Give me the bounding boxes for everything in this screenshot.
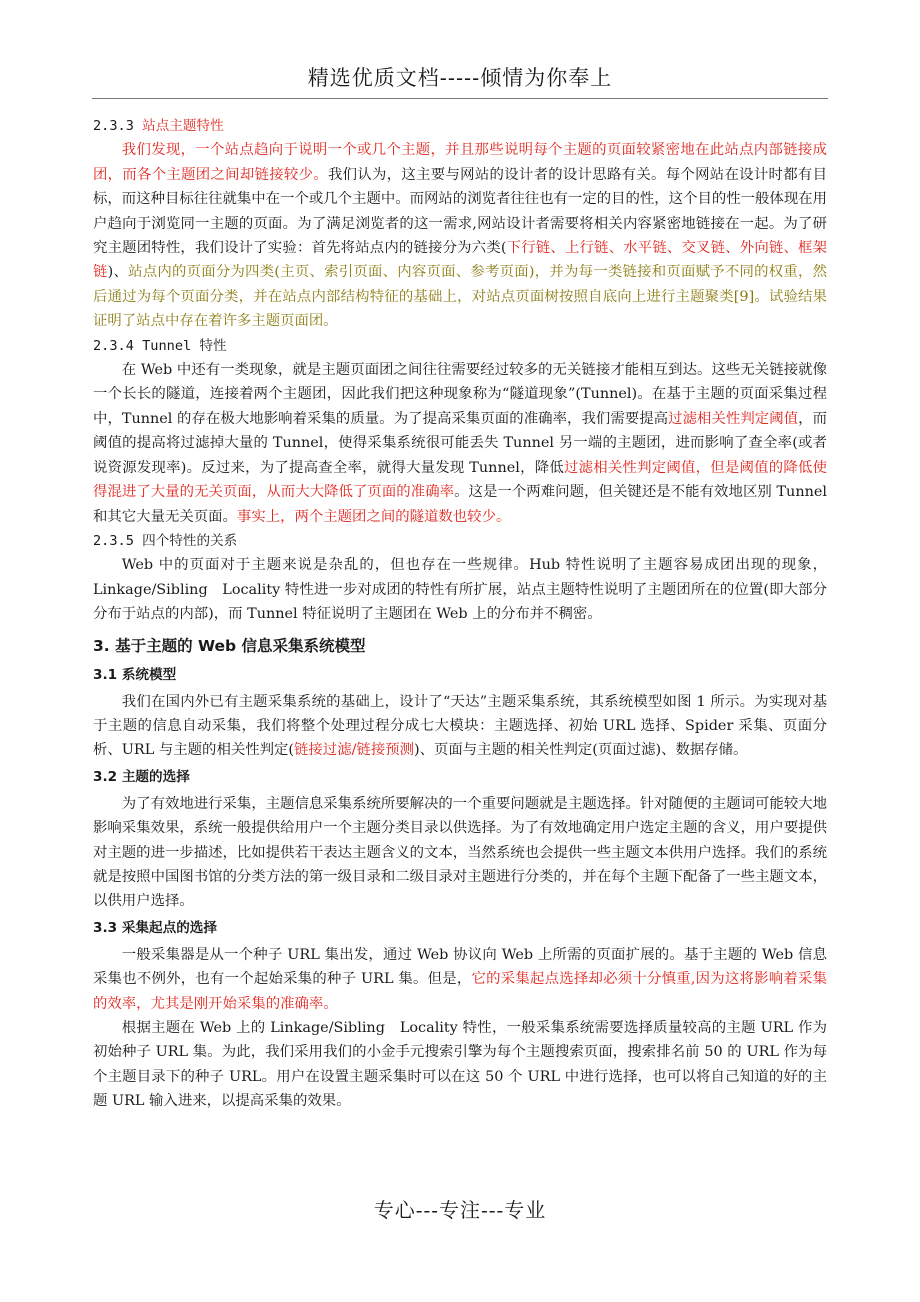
document-body	[93, 114, 827, 1114]
section-number: 2.3.3	[93, 118, 143, 134]
body-text: 我们在国内外已有主题采集系统的基础上，设计了“天达”主题采集系统，其系统模型如图 1 所示。为实现对基于主题的信息自动采集，我们将整个处理过程分成七大模块：主题选择、初始 URL 选择、Spider 采集、页面分析、URL 与主题的相关性判定(	[93, 693, 827, 759]
highlight-red: 链接过滤/链接预测	[294, 742, 414, 759]
section-title: 站点主题特性	[142, 118, 224, 134]
highlight-red: 事实上，两个主题团之间的隧道数也较少。	[236, 508, 511, 525]
body-text: )、	[107, 264, 129, 281]
body-text: 一般采集器是从一个种子 URL 集出发，通过 Web 协议向 Web 上所需的页面扩展的。基于主题的 Web 信息采集也不例外，也有一个起始采集的种子 URL 集。但是，	[93, 946, 827, 988]
paragraph-seed-urls: 根据主题在 Web 上的 Linkage/Sibling Locality 特性，一般采集系统需要选择质量较高的主题 URL 作为初始种子 URL 集。为此，我们采用我们的小金手元搜索引擎为每个主题搜索页面，搜索排名前 50 的 URL 作为每个主题目录下的种子 URL。用户在设置主题采集时可以在这 50 个 URL 中进行选择，也可以将自己知道的好的主题 URL 输入进来，以提高采集的效果。	[93, 1020, 827, 1110]
section-heading-3-2: 3.2 主题的选择	[93, 768, 190, 785]
paragraph-tunnel	[93, 358, 827, 529]
chapter-heading-3: 3. 基于主题的 Web 信息采集系统模型	[93, 636, 366, 655]
section-heading-3-3: 3.3 采集起点的选择	[93, 919, 217, 936]
page-header: 精选优质文档-----倾情为你奉上	[92, 62, 828, 99]
highlight-red: 它的采集起点选择却必须十分慎重,因为这将影响着采集的效率，尤其是刚开始采集的准确率。	[93, 971, 827, 1012]
paragraph-system-model	[93, 690, 827, 763]
section-heading-2-3-4: 2.3.4 Tunnel 特性	[93, 337, 227, 354]
highlight-red: 过滤相关性判定阈值，但是阈值的降低使得混进了大量的无关页面，从而大大降低了页面的准确率	[93, 459, 827, 501]
paragraph-site-topic	[93, 138, 827, 333]
section-heading-2-3-3	[93, 114, 827, 138]
paragraph-start-point	[93, 943, 827, 1016]
section-heading-3-1: 3.1 系统模型	[93, 666, 177, 683]
body-text: 。这是一个两难问题，但关键还是不能有效地区别 Tunnel 和其它大量无关页面。	[93, 484, 827, 525]
highlight-olive: 站点内的页面分为四类(主页、索引页面、内容页面、参考页面)，并为每一类链接和页面赋予不同的权重，然后通过为每个页面分类，并在站点内部结构特征的基础上，对站点页面树按照自底向上进行主题聚类[9]。试验结果证明了站点中存在着许多主题页面团。	[93, 264, 827, 330]
page-footer: 专心---专注---专业	[373, 1198, 547, 1222]
body-text: 我们认为，这主要与网站的设计者的设计思路有关。每个网站在设计时都有目标，而这种目标往往就集中在一个或几个主题中。而网站的浏览者往往也有一定的目的性，这个目的性一般体现在用户趋向于浏览同一主题的页面。为了满足浏览者的这一需求,网站设计者需要将相关内容紧密地链接在一起。为了研究主题团特性，我们设计了实验：首先将站点内的链接分为六类(	[93, 166, 827, 257]
paragraph-relations: Web 中的页面对于主题来说是杂乱的，但也存在一些规律。Hub 特性说明了主题容易成团出现的现象，Linkage/Sibling Locality 特性进一步对成团的特性有所扩展，站点主题特性说明了主题团所在的位置(即大部分分布于站点的内部)，而 Tunnel 特征说明了主题团在 Web 上的分布并不稠密。	[93, 557, 827, 623]
body-text: )、页面与主题的相关性判定(页面过滤)、数据存储。	[414, 742, 748, 759]
highlight-red: 过滤相关性判定阈值	[668, 410, 799, 427]
paragraph-topic-selection: 为了有效地进行采集，主题信息采集系统所要解决的一个重要问题就是主题选择。针对随便的主题词可能较大地影响采集效果，系统一般提供给用户一个主题分类目录以供选择。为了有效地确定用户选定主题的含义，用户要提供对主题的进一步描述，比如提供若干表达主题含义的文本，当然系统也会提供一些主题文本供用户选择。我们的系统就是按照中国图书馆的分类方法的第一级目录和二级目录对主题进行分类的，并在每个主题下配备了一些主题文本，以供用户选择。	[93, 795, 827, 910]
highlight-red: 下行链、上行链、水平链、交叉链、外向链、框架链	[93, 240, 827, 281]
body-text: 在 Web 中还有一类现象，就是主题页面团之间往往需要经过较多的无关链接才能相互到达。这些无关链接就像一个长长的隧道，连接着两个主题团，因此我们把这种现象称为“隧道现象”(Tunnel)。在基于主题的页面采集过程中，Tunnel 的存在极大地影响着采集的质量。为了提高采集页面的准确率，我们需要提高	[93, 362, 827, 427]
section-heading-2-3-5: 2.3.5 四个特性的关系	[93, 532, 238, 549]
body-text: ，而阈值的提高将过滤掉大量的 Tunnel，使得采集系统很可能丢失 Tunnel 另一端的主题团，进而影响了查全率(或者说资源发现率)。反过来，为了提高查全率，就得大量发现 Tunnel，降低	[93, 410, 827, 476]
highlight-red: 我们发现，一个站点趋向于说明一个或几个主题，并且那些说明每个主题的页面较紧密地在此站点内部链接成团，而各个主题团之间却链接较少。	[93, 142, 827, 183]
